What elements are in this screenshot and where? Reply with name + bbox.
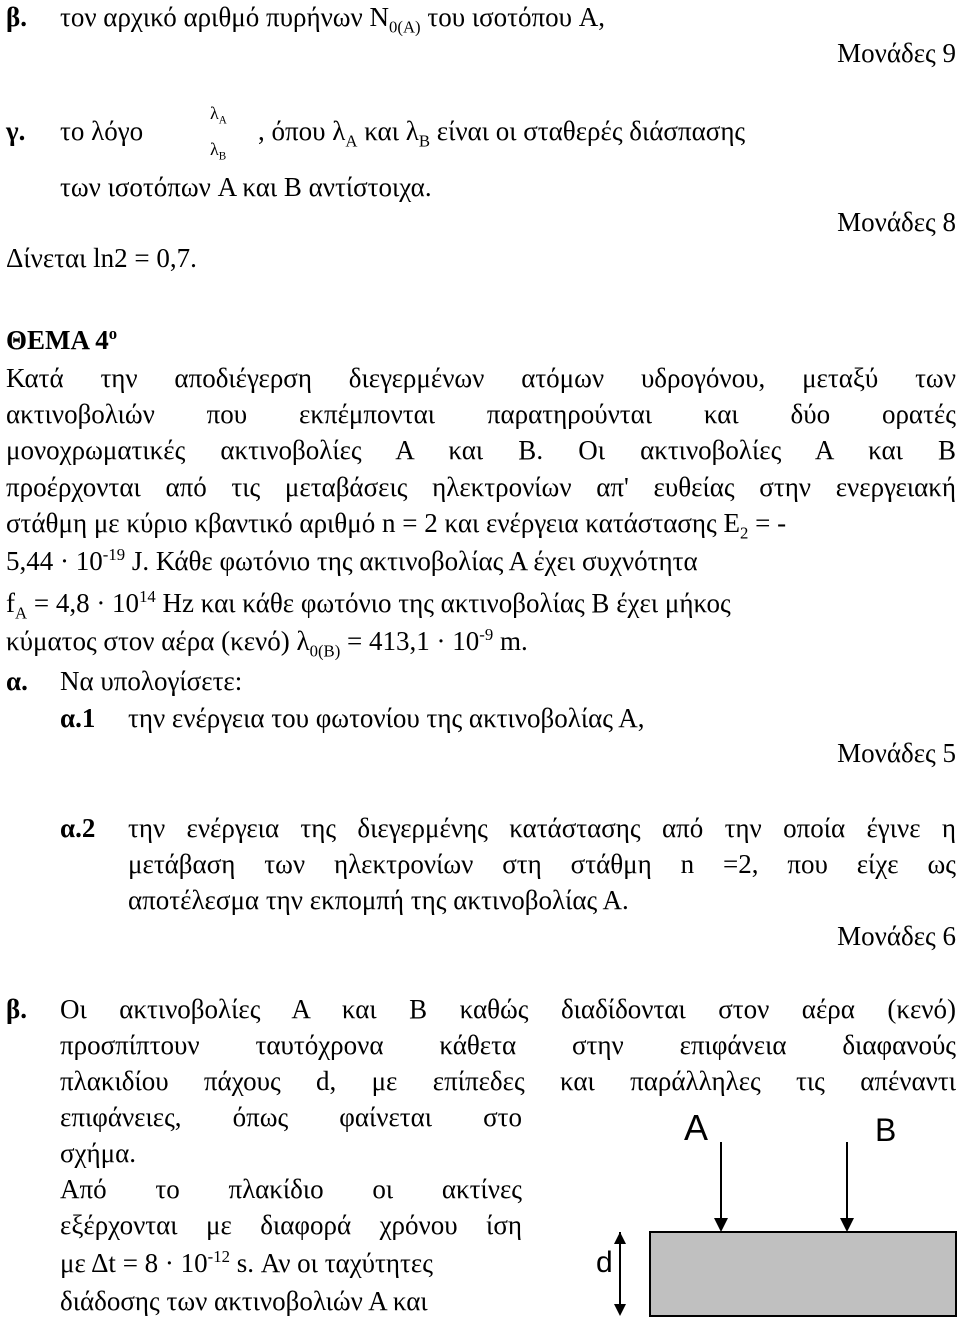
theme4-para-line-8: κύματος στον αέρα (κενό) $\lambda_{0(B)} = 413,1 \cdot 10^{-9}$ m.	[6, 625, 528, 661]
ray-b-arrowhead	[840, 1218, 854, 1232]
given-ln2: Δίνεται ln2 = 0,7.	[6, 243, 197, 273]
theme4-para-line-7: $f_A = 4,8 \cdot 10^{14}$ Hz και κάθε φωτόνιο της ακτινοβολίας Β έχει μήκος	[6, 587, 731, 623]
figure-label-a: A	[684, 1107, 709, 1148]
ray-a-arrowhead	[714, 1218, 728, 1232]
question-alpha-text: Να υπολογίσετε:	[60, 666, 243, 696]
question-a1-label: α.1	[60, 703, 96, 733]
figure-label-d: d	[596, 1246, 613, 1279]
question-beta-line-7: εξέρχονται με διαφορά χρόνου ίση	[60, 1210, 522, 1240]
marks-beta-top: Μονάδες 9	[837, 38, 956, 68]
question-beta-line-5: σχήμα.	[60, 1138, 137, 1168]
question-a2-label: α.2	[60, 813, 96, 843]
question-a2-line-2: μετάβαση των ηλεκτρονίων στη στάθμη n =2, που είχε ως	[128, 849, 956, 879]
thickness-arrowhead-top	[614, 1232, 626, 1244]
part-label-gamma: γ.	[6, 116, 26, 146]
theme4-title: ΘΕΜΑ $4^o$	[6, 324, 118, 355]
figure-label-b: B	[875, 1112, 897, 1148]
marks-a2: Μονάδες 6	[837, 921, 956, 951]
gamma-lead-text: το λόγο	[60, 116, 144, 146]
part-label-beta-top: β.	[6, 2, 27, 32]
theme4-para-line-1: Κατά την αποδιέγερση διεγερμένων ατόμων υδρογόνου, μεταξύ των	[6, 363, 956, 393]
question-beta-line-2: προσπίπτουν ταυτόχρονα κάθετα στην επιφάνεια διαφανούς	[60, 1030, 956, 1060]
fraction-numerator: $\lambda_A$	[210, 103, 227, 127]
gamma-line-2: των ισοτόπων A και B αντίστοιχα.	[60, 172, 432, 202]
theme4-para-line-4: προέρχονται από τις μεταβάσεις ηλεκτρονίων απ' ευθείας στην ενεργειακή	[6, 472, 956, 502]
thickness-arrowhead-bottom	[614, 1304, 626, 1316]
fraction-denominator: $\lambda_B$	[210, 139, 227, 163]
question-a2-line-1: την ενέργεια της διεγερμένης κατάστασης από την οποία έγινε η	[128, 813, 956, 843]
figure-svg	[590, 1100, 960, 1318]
figure	[590, 1100, 960, 1318]
theme4-para-line-5: στάθμη με κύριο κβαντικό αριθμό n = 2 και ενέργεια κατάστασης $E_2$ = -	[6, 508, 787, 543]
theme4-para-line-2: ακτινοβολιών που εκπέμπονται παρατηρούνται και δύο ορατές	[6, 399, 956, 429]
theme4-para-line-3: μονοχρωματικές ακτινοβολίες Α και Β. Οι ακτινοβολίες Α και Β	[6, 435, 956, 465]
question-beta-line-3: πλακιδίου πάχους d, με επίπεδες και παράλληλες τις απέναντι	[60, 1066, 956, 1096]
gamma-rest-text: , όπου $\lambda_A$ και $\lambda_B$ είναι οι σταθερές διάσπασης	[258, 116, 746, 151]
question-beta-label: β.	[6, 994, 27, 1024]
theme4-para-line-6: $5,44 \cdot 10^{-19}$ J. Κάθε φωτόνιο της ακτινοβολίας Α έχει συχνότητα	[6, 545, 698, 576]
marks-a1: Μονάδες 5	[837, 738, 956, 768]
question-beta-line-6: Από το πλακίδιο οι ακτίνες	[60, 1174, 522, 1204]
question-a1-text: την ενέργεια του φωτονίου της ακτινοβολίας Α,	[128, 703, 645, 733]
question-beta-line-9: διάδοσης των ακτινοβολιών Α και	[60, 1286, 428, 1316]
question-beta-line-4: επιφάνειες, όπως φαίνεται στο	[60, 1102, 522, 1132]
question-beta-line-8: με $\Delta t = 8 \cdot 10^{-12}$ s. Αν οι ταχύτητες	[60, 1247, 433, 1278]
question-alpha-label: α.	[6, 666, 28, 696]
question-a2-line-3: αποτέλεσμα την εκπομπή της ακτινοβολίας Α.	[128, 885, 629, 915]
plate	[650, 1232, 956, 1316]
marks-gamma: Μονάδες 8	[837, 207, 956, 237]
part-beta-top-text: τον αρχικό αριθμό πυρήνων $N_{0(A)}$ του ισοτόπου A,	[60, 2, 606, 37]
question-beta-line-1: Οι ακτινοβολίες Α και Β καθώς διαδίδονται στον αέρα (κενό)	[60, 994, 956, 1024]
